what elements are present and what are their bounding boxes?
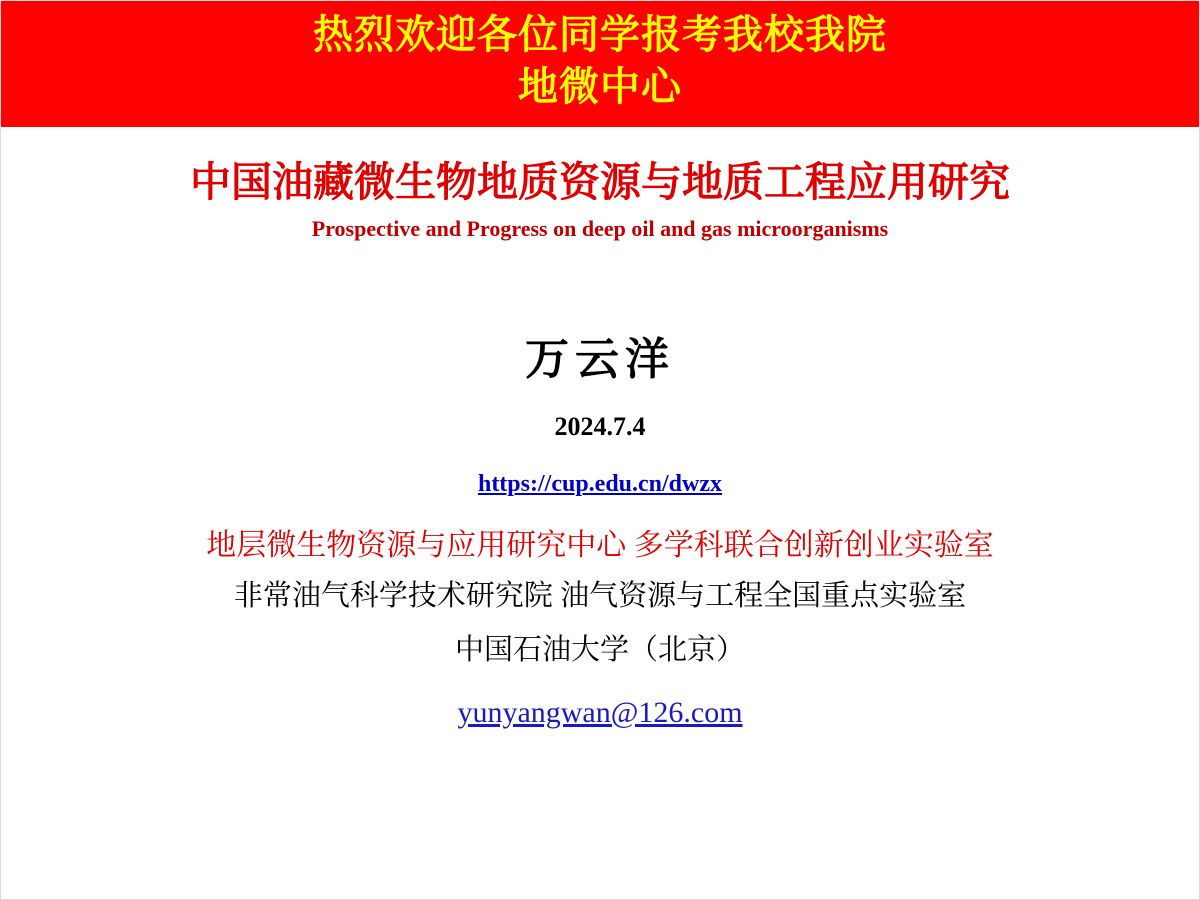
affiliation-line-3: 中国石油大学（北京） <box>454 634 745 666</box>
affiliation-line-1: 地层微生物资源与应用研究中心 多学科联合创新创业实验室 <box>206 529 994 562</box>
presentation-date: 2024.7.4 <box>554 412 646 441</box>
banner-line-1: 热烈欢迎各位同学报考我校我院 <box>313 13 887 57</box>
email-link[interactable]: yunyangwan@126.com <box>457 696 743 729</box>
title-block <box>1 157 1199 245</box>
page-title: 中国油藏微生物地质资源与地质工程应用研究 <box>190 159 1010 205</box>
author-name: 万云洋 <box>525 335 675 384</box>
website-link[interactable]: https://cup.edu.cn/dwzx <box>477 471 723 497</box>
author-block <box>1 333 1199 501</box>
affiliation-block <box>1 523 1199 735</box>
welcome-banner <box>1 1 1199 127</box>
page-subtitle: Prospective and Progress on deep oil and gas microorganisms <box>311 216 889 241</box>
affiliation-line-2: 非常油气科学技术研究院 油气资源与工程全国重点实验室 <box>233 580 967 612</box>
banner-line-2: 地微中心 <box>518 65 682 109</box>
